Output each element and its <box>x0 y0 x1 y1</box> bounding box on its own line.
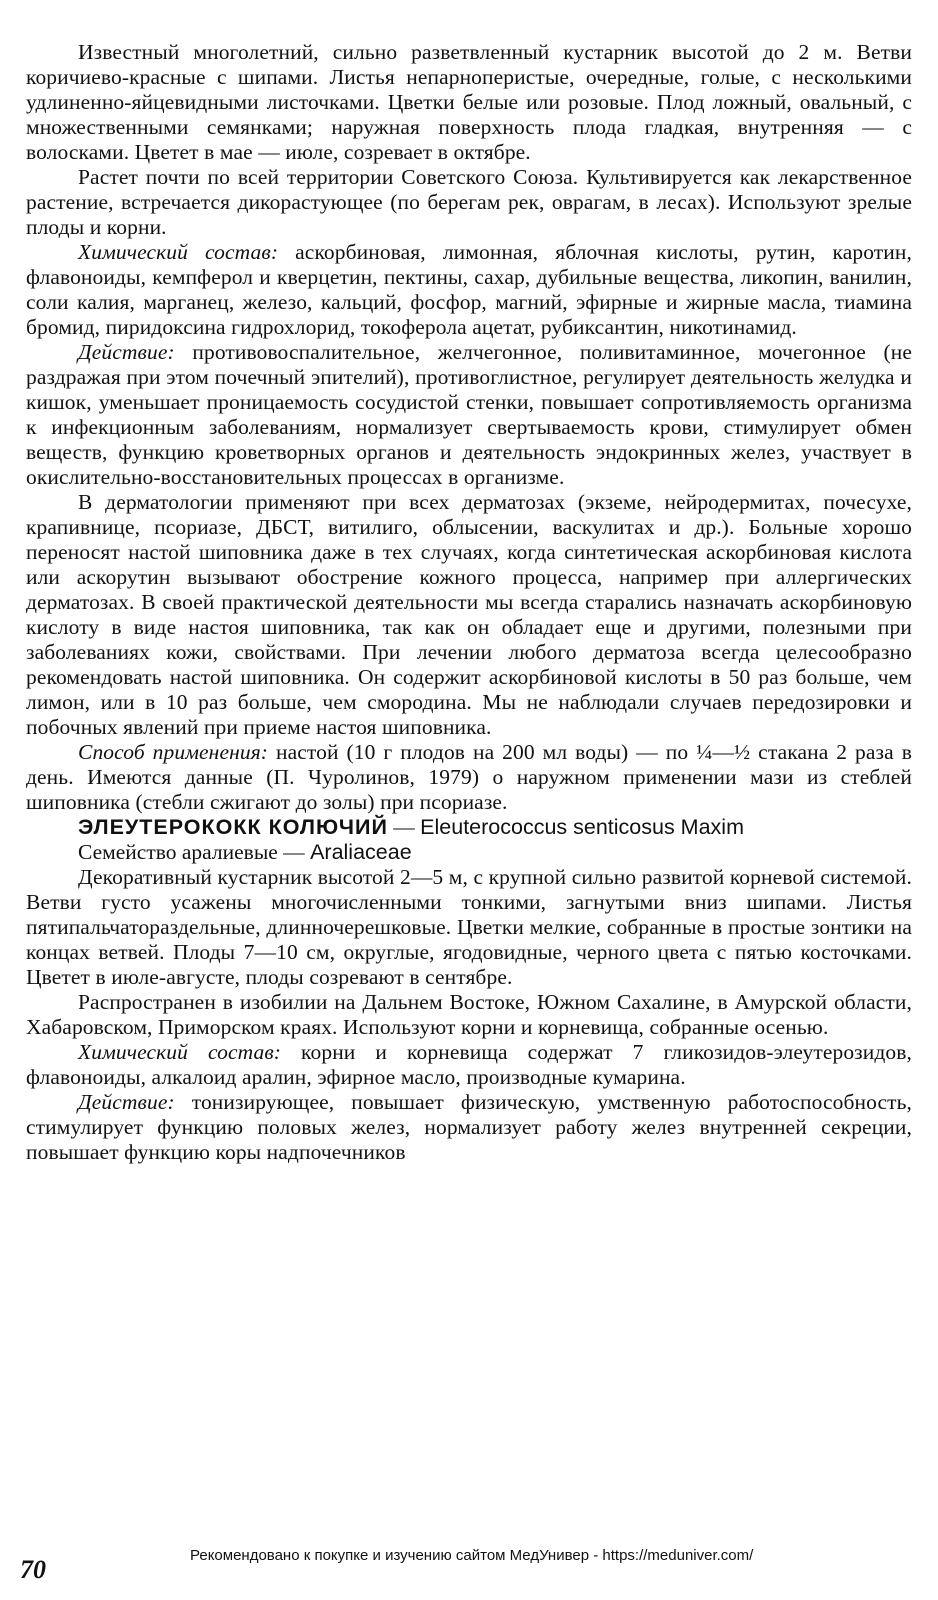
paragraph <box>26 1040 912 1090</box>
paragraph <box>26 240 912 340</box>
document-page <box>26 40 912 1165</box>
footer-note: Рекомендовано к покупке и изучению сайтом МедУнивер - https://meduniver.com/ <box>190 1547 754 1564</box>
paragraph <box>26 990 912 1040</box>
paragraph-lead: Действие: <box>78 340 175 364</box>
paragraph-text: противовоспалительное, желчегонное, поливитаминное, мочегонное (не раздражая при этом почечный эпителий), противоглистное, регулирует деятельность желудка и кишок, уменьшает проницаемость сосудистой стенки, повышает сопротивляемость организма к инфекционным заболеваниям, нормализует свертываемость крови, стимулирует обмен веществ, функцию кроветворных органов и деятельность эндокринных желез, участвует в окислительно-восстановительных процессах в организме. <box>26 340 912 489</box>
paragraph-text: Растет почти по всей территории Советского Союза. Культивируется как лекарственное растение, встречается дикорастующее (по берегам рек, оврагам, в лесах). Используют зрелые плоды и корни. <box>26 165 912 239</box>
paragraph-text: тонизирующее, повышает физическую, умственную работоспособность, стимулирует функцию половых желез, нормализует работу желез внутренней секреции, повышает функцию коры надпочечников <box>26 1090 912 1164</box>
paragraph-lead: Химический состав: <box>78 1040 282 1064</box>
paragraph <box>26 165 912 240</box>
paragraph <box>26 740 912 815</box>
plant-heading <box>26 815 912 840</box>
paragraph-text: Распространен в изобилии на Дальнем Востоке, Южном Сахалине, в Амурской области, Хабаровском, Приморском краях. Используют корни и корневища, собранные осенью. <box>26 990 912 1039</box>
paragraph-text: настой (10 г плодов на 200 мл воды) — по ¼—½ стакана 2 раза в день. Имеются данные (П. Чуролинов, 1979) о наружном применении мази из стеблей шиповника (стебли сжигают до золы) при псориазе. <box>26 740 912 814</box>
paragraph <box>26 865 912 990</box>
plant-family <box>26 840 912 865</box>
paragraph <box>26 340 912 490</box>
paragraph <box>26 40 912 165</box>
paragraph-text: аскорбиновая, лимонная, яблочная кислоты, рутин, каротин, флавоноиды, кемпферол и кверцетин, пектины, сахар, дубильные вещества, ликопин, ванилин, соли калия, марганец, железо, кальций, фосфор, магний, эфирные и жирные масла, тиамина бромид, пиридоксина гидрохлорид, токоферола ацетат, рубиксантин, никотинамид. <box>26 240 912 339</box>
plant-name: ЭЛЕУТЕРОКОКК КОЛЮЧИЙ <box>78 815 388 839</box>
paragraph-text: Известный многолетний, сильно разветвленный кустарник высотой до 2 м. Ветви коричиево-красные с шипами. Листья непарноперистые, очередные, голые, с несколькими удлиненно-яйцевидными листочками. Цветки белые или розовые. Плод ложный, овальный, с множественными семянками; наружная поверхность плода гладкая, внутренняя — с волосками. Цветет в мае — июле, созревает в октябре. <box>26 40 912 164</box>
family-label: Семейство аралиевые — <box>78 840 311 864</box>
paragraph-text: корни и корневища содержат 7 гликозидов-элеутерозидов, флавоноиды, алкалоид аралин, эфирное масло, производные кумарина. <box>26 1040 912 1089</box>
paragraph-lead: Способ применения: <box>78 740 269 764</box>
paragraph-lead: Химический состав: <box>78 240 279 264</box>
heading-dash: — <box>387 815 421 839</box>
plant-latin-name: Eleuterococcus senticosus Maxim <box>420 815 744 839</box>
paragraph <box>26 490 912 740</box>
paragraph-text: В дерматологии применяют при всех дерматозах (экземе, нейродермитах, почесухе, крапивнице, псориазе, ДБСТ, витилиго, облысении, васкулитах и др.). Больные хорошо переносят настой шиповника даже в тех случаях, когда синтетическая аскорбиновая кислота или аскорутин вызывают обострение кожного процесса, например при аллергических дерматозах. В своей практической деятельности мы всегда старались назначать аскорбиновую кислоту в виде настоя шиповника, так как он обладает еще и другими, полезными при заболеваниях кожи, свойствами. При лечении любого дерматоза всегда целесообразно рекомендовать настой шиповника. Он содержит аскорбиновой кислоты в 50 раз больше, чем лимон, или в 10 раз больше, чем смородина. Мы не наблюдали случаев передозировки и побочных явлений при приеме настоя шиповника. <box>26 490 912 739</box>
page-footer <box>0 1545 938 1595</box>
paragraph <box>26 1090 912 1165</box>
family-latin: Araliaceae <box>310 840 412 864</box>
paragraph-lead: Действие: <box>78 1090 175 1114</box>
page-number: 70 <box>20 1555 46 1584</box>
paragraph-text: Декоративный кустарник высотой 2—5 м, с крупной сильно развитой корневой системой. Ветви густо усажены многочисленными тонкими, загнутыми вниз шипами. Листья пятипальчатораздельные, длинночерешковые. Цветки мелкие, собранные в простые зонтики на концах ветвей. Плоды 7—10 см, округлые, ягодовидные, черного цвета с пятью косточками. Цветет в июле-августе, плоды созревают в сентябре. <box>26 865 912 989</box>
